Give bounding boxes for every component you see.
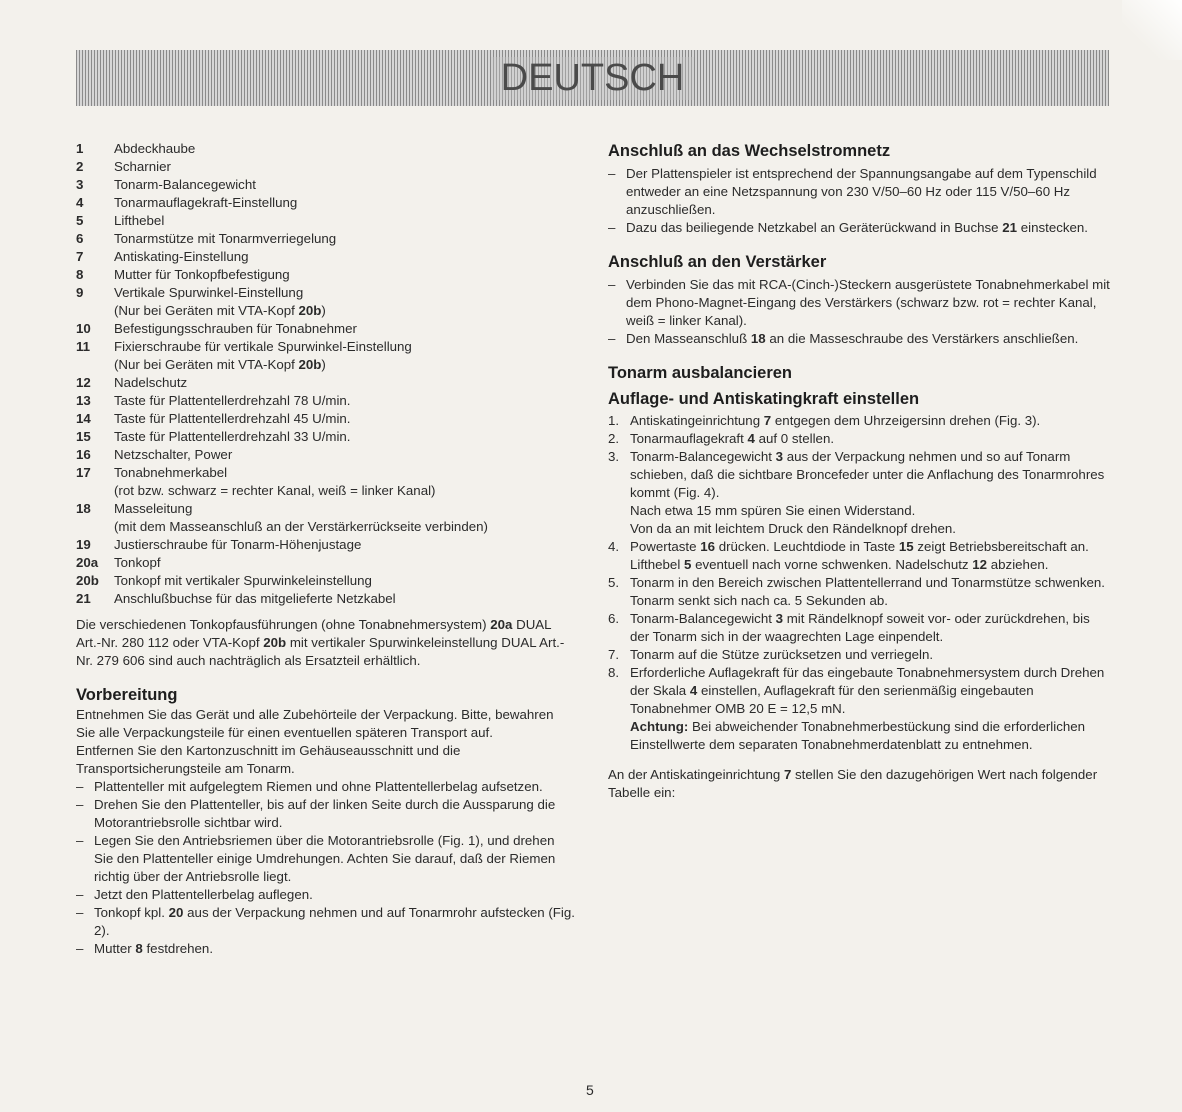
list-item: – Der Plattenspieler ist entsprechend der Spannungsangabe auf dem Typenschild entweder an eine Netzspannung von 230 V/50–60 Hz oder 115 V/50–60 Hz anzuschließen. bbox=[608, 166, 1097, 217]
part-label: Nadelschutz bbox=[114, 375, 188, 390]
parts-list bbox=[76, 140, 576, 608]
part-item bbox=[76, 392, 576, 410]
part-label: Fixierschraube für vertikale Spurwinkel-Einstellung bbox=[114, 339, 412, 354]
part-note: (mit dem Masseanschluß an der Verstärkerrückseite verbinden) bbox=[114, 519, 488, 534]
tonearm-steps bbox=[608, 412, 1110, 754]
list-item: – Jetzt den Plattentellerbelag auflegen. bbox=[76, 887, 313, 902]
part-label: Lifthebel bbox=[114, 213, 165, 228]
part-label: Netzschalter, Power bbox=[114, 447, 233, 462]
list-item: – Dazu das beiliegende Netzkabel an Geräterückwand in Buchse 21 einstecken. bbox=[608, 220, 1089, 235]
warning-label: Achtung: bbox=[630, 719, 689, 734]
section-heading-tonarm: Tonarm ausbalancieren bbox=[608, 364, 793, 382]
list-item: 7. Tonarm auf die Stütze zurücksetzen und verriegeln. bbox=[608, 647, 934, 662]
section-heading-auflage: Auflage- und Antiskatingkraft einstellen bbox=[608, 390, 920, 408]
language-banner bbox=[76, 50, 1109, 106]
paragraph: Entnehmen Sie das Gerät und alle Zubehörteile der Verpackung. Bitte, bewahren Sie alle Verpackungsteile für einen eventuellen späteren Transport auf. bbox=[76, 707, 554, 740]
part-note: (Nur bei Geräten mit VTA-Kopf 20b) bbox=[114, 303, 326, 318]
list-item: 1. Antiskatingeinrichtung 7 entgegen dem Uhrzeigersinn drehen (Fig. 3). bbox=[608, 413, 1041, 428]
list-item: – Plattenteller mit aufgelegtem Riemen und ohne Plattentellerbelag aufsetzen. bbox=[76, 779, 543, 794]
part-label: Anschlußbuchse für das mitgelieferte Netzkabel bbox=[114, 591, 396, 606]
page-title: DEUTSCH bbox=[491, 57, 695, 100]
part-item bbox=[76, 176, 576, 194]
part-label: Taste für Plattentellerdrehzahl 45 U/min. bbox=[114, 411, 351, 426]
part-label: Scharnier bbox=[114, 159, 171, 174]
list-item: – Mutter 8 festdrehen. bbox=[76, 941, 214, 956]
list-item: – Den Masseanschluß 18 an die Masseschraube des Verstärkers anschließen. bbox=[608, 331, 1079, 346]
list-item: 5. Tonarm in den Bereich zwischen Plattentellerrand und Tonarmstütze schwenken. Tonarm senkt sich nach ca. 5 Sekunden ab. bbox=[608, 575, 1106, 608]
left-column bbox=[76, 140, 576, 958]
part-number: 13 bbox=[76, 393, 91, 408]
part-note: (Nur bei Geräten mit VTA-Kopf 20b) bbox=[114, 357, 326, 372]
closing-paragraph: An der Antiskatingeinrichtung 7 stellen Sie den dazugehörigen Wert nach folgender Tabelle ein: bbox=[608, 767, 1098, 800]
part-item bbox=[76, 554, 576, 572]
part-number: 16 bbox=[76, 447, 91, 462]
part-label: Mutter für Tonkopfbefestigung bbox=[114, 267, 290, 282]
section-heading-vorbereitung: Vorbereitung bbox=[76, 686, 178, 704]
part-number: 15 bbox=[76, 429, 91, 444]
part-number: 3 bbox=[76, 177, 84, 192]
part-label: Justierschraube für Tonarm-Höhenjustage bbox=[114, 537, 362, 552]
part-item bbox=[76, 320, 576, 338]
part-number: 10 bbox=[76, 321, 91, 336]
part-item bbox=[76, 374, 576, 392]
mains-steps bbox=[608, 165, 1110, 237]
part-item bbox=[76, 536, 576, 554]
part-label: Vertikale Spurwinkel-Einstellung bbox=[114, 285, 304, 300]
part-number: 11 bbox=[76, 339, 91, 354]
page-corner bbox=[1122, 0, 1182, 60]
right-column bbox=[608, 140, 1110, 802]
page-number: 5 bbox=[586, 1082, 594, 1098]
part-number: 21 bbox=[76, 591, 91, 606]
part-label: Tonabnehmerkabel bbox=[114, 465, 228, 480]
part-item bbox=[76, 500, 576, 536]
list-item: – Verbinden Sie das mit RCA-(Cinch-)Steckern ausgerüstete Tonabnehmerkabel mit dem Phono-Magnet-Eingang des Verstärkers (schwarz bzw. rot = rechter Kanal, weiß = linker Kanal). bbox=[608, 277, 1110, 328]
part-label: Taste für Plattentellerdrehzahl 78 U/min. bbox=[114, 393, 351, 408]
part-label: Tonarm-Balancegewicht bbox=[114, 177, 256, 192]
paragraph: Entfernen Sie den Kartonzuschnitt im Gehäuseausschnitt und die Transportsicherungsteile am Tonarm. bbox=[76, 743, 461, 776]
part-item bbox=[76, 464, 576, 500]
part-number: 4 bbox=[76, 195, 84, 210]
part-item bbox=[76, 338, 576, 374]
part-item bbox=[76, 248, 576, 266]
part-number: 6 bbox=[76, 231, 84, 246]
list-item: 3. Tonarm-Balancegewicht 3 aus der Verpackung nehmen und so auf Tonarm schieben, daß die sichtbare Broncefeder unter die Anflachung des Tonarmrohres kommt (Fig. 4). Nach etwa 15 mm spüren Sie einen Widerstand. Von da an mit leichtem Druck den Rändelknopf drehen. bbox=[608, 449, 1105, 536]
part-item bbox=[76, 158, 576, 176]
part-number: 20b bbox=[76, 573, 99, 588]
part-note: (rot bzw. schwarz = rechter Kanal, weiß = linker Kanal) bbox=[114, 483, 436, 498]
part-item bbox=[76, 590, 576, 608]
list-item: – Drehen Sie den Plattenteller, bis auf der linken Seite durch die Aussparung die Motorantriebsrolle sichtbar wird. bbox=[76, 797, 556, 830]
part-number: 14 bbox=[76, 411, 91, 426]
part-label: Masseleitung bbox=[114, 501, 193, 516]
section-heading-wechselstrom: Anschluß an das Wechselstromnetz bbox=[608, 142, 891, 160]
part-number: 5 bbox=[76, 213, 84, 228]
part-item bbox=[76, 446, 576, 464]
list-item: 8. Erforderliche Auflagekraft für das eingebaute Tonabnehmersystem durch Drehen der Skala 4 einstellen, Auflagekraft für den serienmäßig eingebauten Tonabnehmer OMB 20 E = 12,5 mN. Achtung: Bei abweichender Tonabnehmerbestückung sind die erforderlichen Einstellwerte dem separaten Tonabnehmerdatenblatt zu entnehmen. bbox=[608, 665, 1105, 752]
part-label: Abdeckhaube bbox=[114, 141, 196, 156]
list-item: 2. Tonarmauflagekraft 4 auf 0 stellen. bbox=[608, 431, 835, 446]
list-item: – Legen Sie den Antriebsriemen über die Motorantriebsrolle (Fig. 1), und drehen Sie den Plattenteller einige Umdrehungen. Achten Sie darauf, daß der Riemen richtig über der Antriebsrolle liegt. bbox=[76, 833, 556, 884]
part-number: 1 bbox=[76, 141, 84, 156]
part-number: 2 bbox=[76, 159, 84, 174]
part-number: 20a bbox=[76, 555, 99, 570]
part-label: Tonkopf bbox=[114, 555, 161, 570]
part-number: 12 bbox=[76, 375, 91, 390]
part-label: Tonarmstütze mit Tonarmverriegelung bbox=[114, 231, 337, 246]
part-label: Taste für Plattentellerdrehzahl 33 U/min. bbox=[114, 429, 351, 444]
part-item bbox=[76, 140, 576, 158]
part-item bbox=[76, 266, 576, 284]
list-item: 6. Tonarm-Balancegewicht 3 mit Rändelknopf soweit vor- oder zurückdrehen, bis der Tonarm sich in der waagrechten Lage einpendelt. bbox=[608, 611, 1090, 644]
part-item bbox=[76, 284, 576, 320]
part-label: Tonarmauflagekraft-Einstellung bbox=[114, 195, 298, 210]
part-label: Tonkopf mit vertikaler Spurwinkeleinstellung bbox=[114, 573, 372, 588]
part-number: 8 bbox=[76, 267, 84, 282]
part-number: 7 bbox=[76, 249, 84, 264]
part-number: 9 bbox=[76, 285, 84, 300]
intro-paragraph: Die verschiedenen Tonkopfausführungen (ohne Tonabnehmersystem) 20a DUAL Art.-Nr. 280 112 oder VTA-Kopf 20b mit vertikaler Spurwinkeleinstellung DUAL Art.-Nr. 279 606 sind auch nachträglich als Ersatzteil erhältlich. bbox=[76, 617, 565, 668]
part-item bbox=[76, 572, 576, 590]
section-heading-verstaerker: Anschluß an den Verstärker bbox=[608, 253, 827, 271]
list-item: 4. Powertaste 16 drücken. Leuchtdiode in Taste 15 zeigt Betriebsbereitschaft an. Lifthebel 5 eventuell nach vorne schwenken. Nadelschutz 12 abziehen. bbox=[608, 539, 1089, 572]
part-item bbox=[76, 410, 576, 428]
preparation-steps bbox=[76, 778, 576, 958]
list-item: – Tonkopf kpl. 20 aus der Verpackung nehmen und auf Tonarmrohr aufstecken (Fig. 2). bbox=[76, 905, 575, 938]
part-item bbox=[76, 194, 576, 212]
part-label: Befestigungsschrauben für Tonabnehmer bbox=[114, 321, 357, 336]
part-number: 17 bbox=[76, 465, 91, 480]
amplifier-steps bbox=[608, 276, 1110, 348]
part-item bbox=[76, 428, 576, 446]
part-number: 18 bbox=[76, 501, 91, 516]
part-label: Antiskating-Einstellung bbox=[114, 249, 249, 264]
part-number: 19 bbox=[76, 537, 91, 552]
part-item bbox=[76, 212, 576, 230]
part-item bbox=[76, 230, 576, 248]
